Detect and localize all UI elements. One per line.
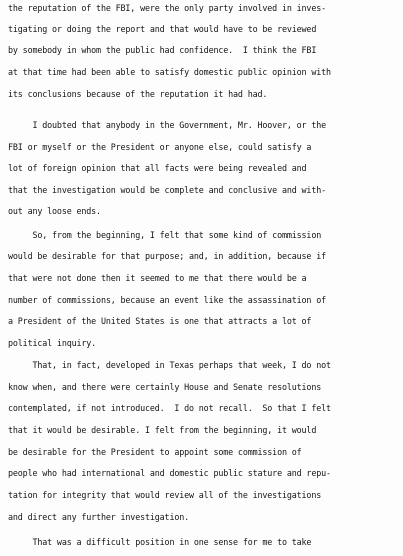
text-line: be desirable for the President to appoint some commission of <box>8 447 302 457</box>
text-line: That was a difficult position in one sense for me to take <box>8 537 312 547</box>
text-line: a President of the United States is one that attracts a lot of <box>8 316 312 326</box>
text-line: That, in fact, developed in Texas perhaps that week, I do not <box>8 360 331 370</box>
text-line: at that time had been able to satisfy domestic public opinion with <box>8 67 331 77</box>
text-line: contemplated, if not introduced. I do not recall. So that I felt <box>8 403 331 413</box>
text-line: people who had international and domestic public stature and repu- <box>8 468 331 478</box>
text-line: FBI or myself or the President or anyone else, could satisfy a <box>8 142 312 152</box>
text-line: out any loose ends. <box>8 206 101 216</box>
text-line: that it would be desirable. I felt from the beginning, it would <box>8 425 317 435</box>
text-line: I doubted that anybody in the Government, Mr. Hoover, or the <box>8 120 326 130</box>
text-line: tigating or doing the report and that would have to be reviewed <box>8 24 317 34</box>
text-line: its conclusions because of the reputation it had had. <box>8 89 268 99</box>
text-line: So, from the beginning, I felt that some kind of commission <box>8 230 322 240</box>
text-line: tation for integrity that would review all of the investigations <box>8 490 322 500</box>
text-line: political inquiry. <box>8 338 97 348</box>
text-line: number of commissions, because an event like the assassination of <box>8 295 326 305</box>
text-line: lot of foreign opinion that all facts were being revealed and <box>8 163 307 173</box>
text-line: would be desirable for that purpose; and, in addition, because if <box>8 251 326 261</box>
text-line: that the investigation would be complete and conclusive and with- <box>8 185 326 195</box>
text-line: the reputation of the FBI, were the only party involved in inves- <box>8 3 326 13</box>
text-line: by somebody in whom the public had confidence. I think the FBI <box>8 45 317 55</box>
text-line: know when, and there were certainly House and Senate resolutions <box>8 382 322 392</box>
text-line: that were not done then it seemed to me that there would be a <box>8 273 307 283</box>
text-line: and direct any further investigation. <box>8 512 190 522</box>
